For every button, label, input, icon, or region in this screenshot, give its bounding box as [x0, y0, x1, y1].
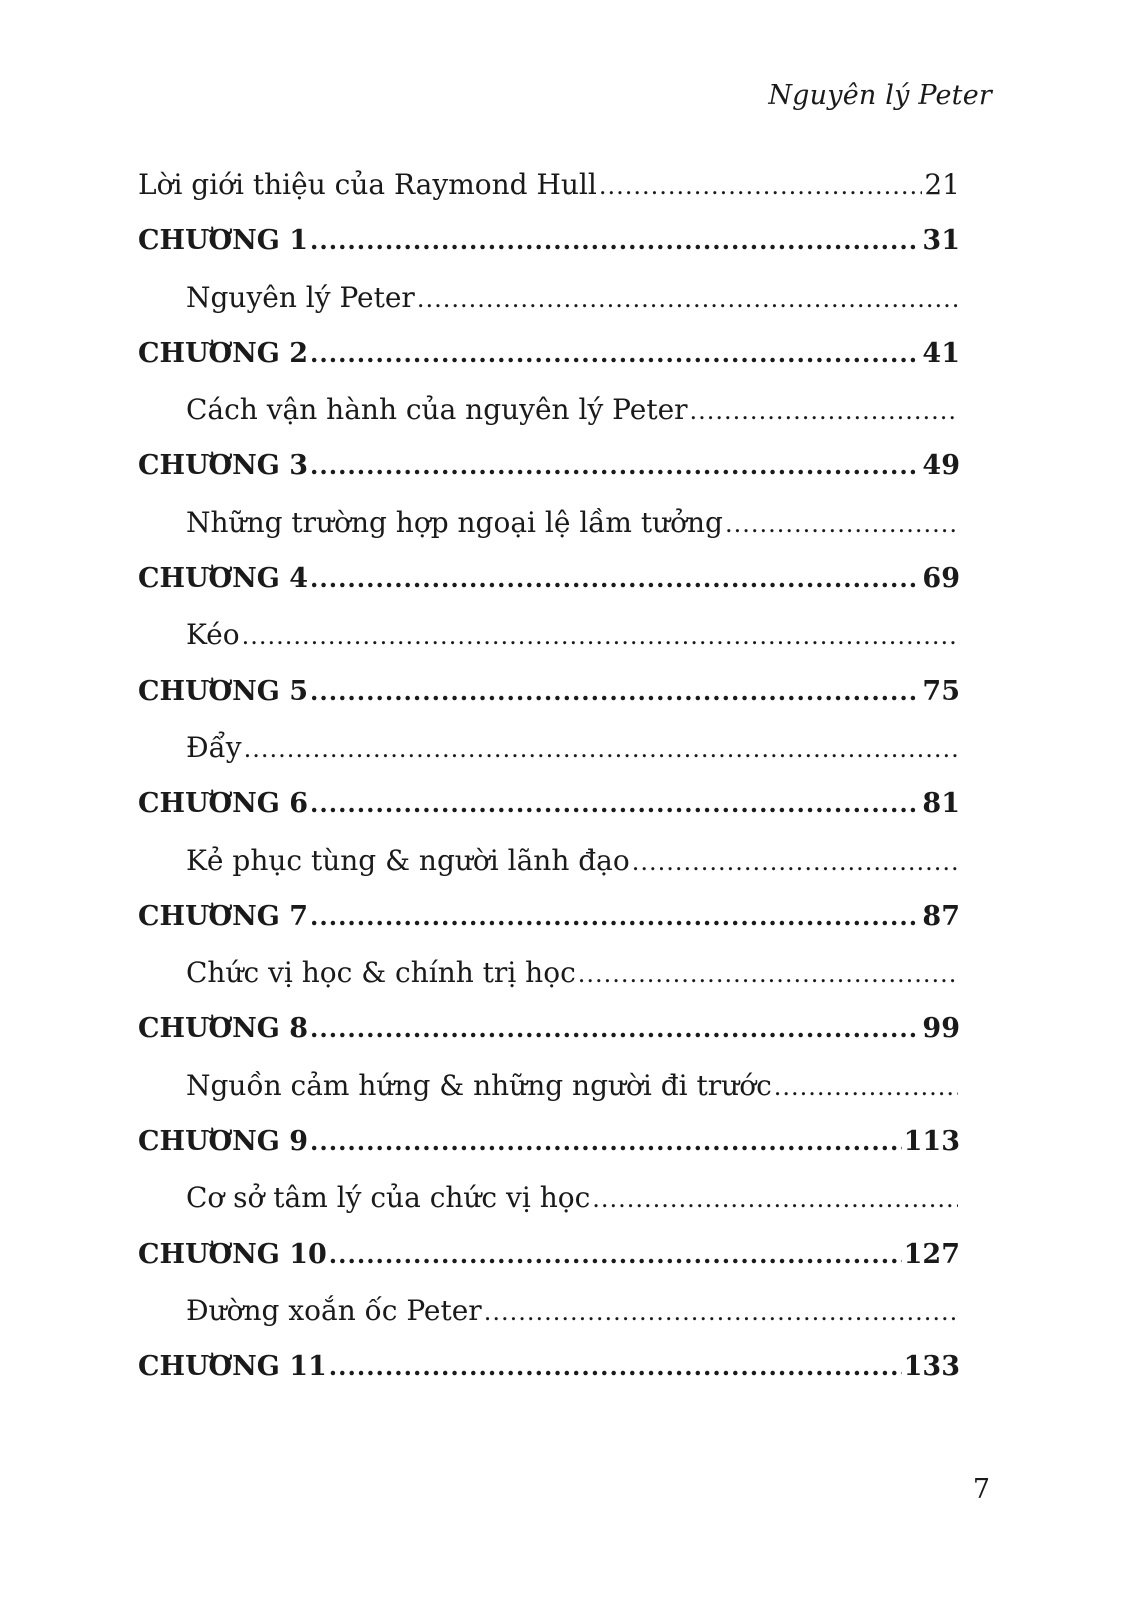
dot-leader	[242, 608, 958, 663]
dot-leader	[310, 213, 920, 269]
toc-section-title: Nguồn cảm hứng & những người đi trước	[186, 1068, 772, 1102]
toc-chapter-title: CHƯƠNG 7	[138, 900, 308, 932]
toc-section-5[interactable]	[138, 720, 960, 776]
toc-section-6[interactable]	[138, 833, 960, 889]
toc-chapter-page: 69	[922, 563, 960, 595]
toc-chapter-7[interactable]	[138, 889, 960, 945]
toc-chapter-1[interactable]	[138, 213, 960, 269]
toc-chapter-page: 133	[903, 1351, 960, 1383]
dot-leader	[690, 383, 958, 438]
toc-chapter-page: 87	[922, 900, 960, 932]
toc-chapter-title: CHƯƠNG 8	[138, 1013, 308, 1045]
running-header: Nguyên lý Peter	[768, 80, 992, 111]
toc-chapter-title: CHƯƠNG 9	[138, 1126, 308, 1158]
toc-section-title: Cơ sở tâm lý của chức vị học	[186, 1181, 591, 1215]
toc-section-1[interactable]	[138, 270, 960, 326]
toc-section-title: Kéo	[186, 618, 240, 652]
toc-chapter-title: CHƯƠNG 4	[138, 563, 308, 595]
dot-leader	[592, 1171, 958, 1226]
toc-section-4[interactable]	[138, 607, 960, 663]
dot-leader	[310, 776, 920, 832]
toc-chapter-title: CHƯƠNG 1	[138, 225, 308, 257]
toc-section-title: Cách vận hành của nguyên lý Peter	[186, 393, 688, 427]
toc-chapter-page: 49	[922, 450, 960, 482]
toc-section-10[interactable]	[138, 1283, 960, 1339]
toc-chapter-title: CHƯƠNG 2	[138, 337, 308, 369]
toc-section-title: Chức vị học & chính trị học	[186, 956, 576, 990]
toc-section-title: Nguyên lý Peter	[186, 280, 415, 314]
toc-section-7[interactable]	[138, 945, 960, 1001]
toc-chapter-6[interactable]	[138, 776, 960, 832]
dot-leader	[599, 158, 923, 213]
toc-chapter-title: CHƯƠNG 5	[138, 675, 308, 707]
dot-leader	[310, 1114, 902, 1170]
toc-section-9[interactable]	[138, 1170, 960, 1226]
toc-chapter-8[interactable]	[138, 1001, 960, 1057]
table-of-contents	[138, 157, 960, 1396]
page-number: 7	[972, 1474, 990, 1505]
dot-leader	[310, 1001, 920, 1057]
toc-section-2[interactable]	[138, 382, 960, 438]
toc-chapter-title: CHƯƠNG 10	[138, 1238, 327, 1270]
toc-section-title: Những trường hợp ngoại lệ lầm tưởng	[186, 505, 723, 539]
toc-chapter-3[interactable]	[138, 438, 960, 494]
dot-leader	[484, 1284, 958, 1339]
toc-section-8[interactable]	[138, 1058, 960, 1114]
dot-leader	[632, 834, 958, 889]
dot-leader	[310, 438, 920, 494]
toc-entry-page: 21	[924, 168, 960, 201]
toc-chapter-11[interactable]	[138, 1339, 960, 1395]
toc-chapter-9[interactable]	[138, 1114, 960, 1170]
toc-chapter-page: 81	[922, 788, 960, 820]
dot-leader	[329, 1227, 902, 1283]
dot-leader	[329, 1339, 902, 1395]
toc-section-title: Kẻ phục tùng & người lãnh đạo	[186, 843, 630, 877]
toc-chapter-title: CHƯƠNG 3	[138, 450, 308, 482]
dot-leader	[774, 1059, 958, 1114]
dot-leader	[310, 551, 920, 607]
toc-chapter-4[interactable]	[138, 551, 960, 607]
toc-chapter-title: CHƯƠNG 6	[138, 788, 308, 820]
toc-section-title: Đẩy	[186, 730, 242, 764]
toc-chapter-page: 41	[922, 337, 960, 369]
dot-leader	[725, 496, 958, 551]
toc-chapter-page: 75	[922, 675, 960, 707]
dot-leader	[310, 664, 920, 720]
toc-chapter-title: CHƯƠNG 11	[138, 1351, 327, 1383]
dot-leader	[310, 889, 920, 945]
toc-chapter-10[interactable]	[138, 1227, 960, 1283]
toc-chapter-2[interactable]	[138, 326, 960, 382]
toc-entry-title: Lời giới thiệu của Raymond Hull	[138, 168, 597, 201]
dot-leader	[244, 721, 958, 776]
toc-chapter-page: 99	[922, 1013, 960, 1045]
toc-chapter-page: 31	[922, 225, 960, 257]
dot-leader	[578, 946, 958, 1001]
toc-chapter-5[interactable]	[138, 664, 960, 720]
dot-leader	[310, 326, 920, 382]
toc-entry-intro[interactable]	[138, 157, 960, 213]
toc-section-title: Đường xoắn ốc Peter	[186, 1293, 482, 1327]
toc-chapter-page: 113	[903, 1126, 960, 1158]
toc-section-3[interactable]	[138, 495, 960, 551]
dot-leader	[417, 271, 958, 326]
toc-chapter-page: 127	[903, 1238, 960, 1270]
